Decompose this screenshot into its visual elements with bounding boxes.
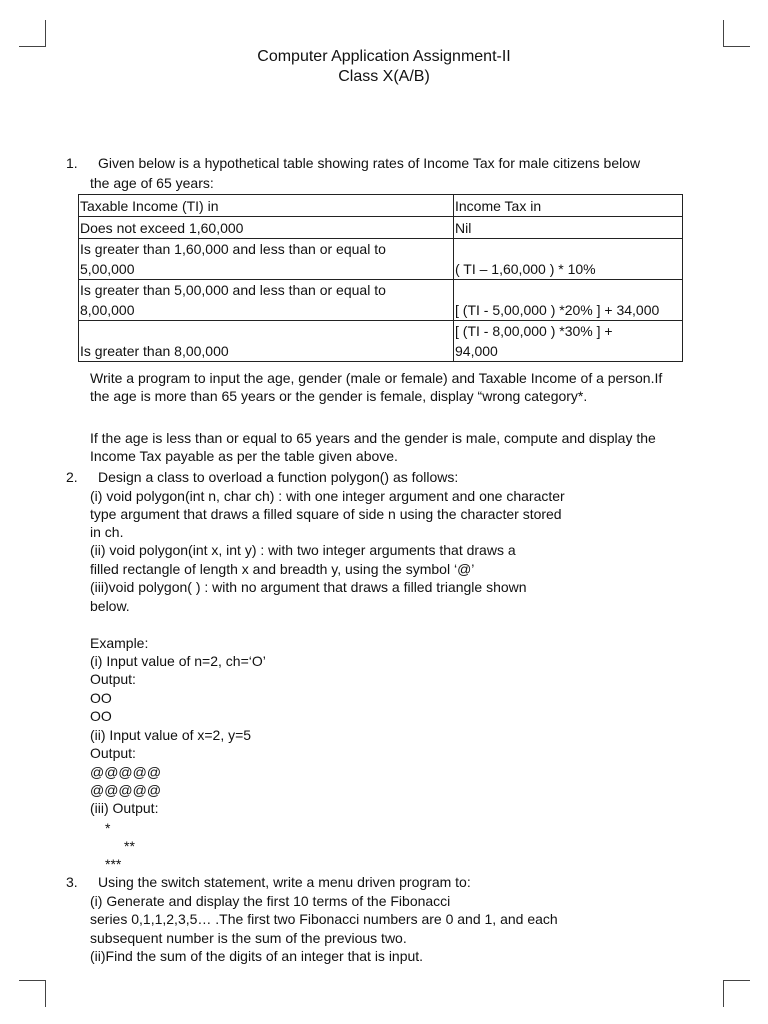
q2-triangle-line: *** [105, 856, 122, 872]
q2-line: (ii) void polygon(int x, int y) : with two integer arguments that draws a [90, 542, 516, 558]
table-cell-income: Is greater than 1,60,000 and less than or equal to 5,00,000 [79, 239, 454, 280]
table-row [79, 280, 683, 321]
q2-line: (i) void polygon(int n, char ch) : with one integer argument and one character [90, 488, 565, 504]
crop-mark-bottom-left [19, 980, 46, 1007]
q1-line-2: the age of 65 years: [90, 175, 214, 191]
q2-number: 2. [66, 469, 78, 485]
q2-line: (iii)void polygon( ) : with no argument that draws a filled triangle shown [90, 579, 527, 595]
document-title: Computer Application Assignment-II [257, 48, 511, 65]
q2-example-label: Example: [90, 635, 149, 651]
q2-triangle-line: * [105, 820, 111, 836]
table-cell-tax: [ (TI - 5,00,000 ) *20% ] + 34,000 [454, 280, 683, 321]
q2-line: Design a class to overload a function polygon() as follows: [98, 469, 459, 485]
crop-mark-bottom-right [723, 980, 750, 1007]
q1-after-line-3: If the age is less than or equal to 65 years and the gender is male, compute and display the [90, 430, 656, 446]
table-cell-income: Is greater than 5,00,000 and less than or equal to 8,00,000 [79, 280, 454, 321]
q3-line: series 0,1,1,2,3,5… .The first two Fibonacci numbers are 0 and 1, and each [90, 911, 558, 927]
q3-number: 3. [66, 874, 78, 890]
table-cell-tax: ( TI – 1,60,000 ) * 10% [454, 239, 683, 280]
q2-output-line: OO [90, 690, 112, 706]
q2-line: filled rectangle of length x and breadth y, using the symbol ‘@’ [90, 561, 475, 577]
q2-line: (i) Input value of n=2, ch=‘O’ [90, 653, 266, 669]
q3-line: (ii)Find the sum of the digits of an integer that is input. [90, 948, 424, 964]
q3-line: subsequent number is the sum of the previous two. [90, 930, 407, 946]
table-cell-income: Does not exceed 1,60,000 [79, 217, 454, 239]
q2-output-line: OO [90, 708, 112, 724]
q2-triangle-line: ** [124, 838, 135, 854]
table-row [79, 217, 683, 239]
table-cell-income: Is greater than 8,00,000 [79, 321, 454, 362]
q2-line: (ii) Input value of x=2, y=5 [90, 727, 252, 743]
q2-line: Output: [90, 671, 136, 687]
q2-output-line: @@@@@ [90, 782, 162, 798]
q2-line: type argument that draws a filled square of side n using the character stored [90, 506, 562, 522]
crop-mark-top-right [723, 20, 750, 47]
q2-line: (iii) Output: [90, 800, 159, 816]
table-cell-tax: Income Tax in [454, 195, 683, 217]
q1-number: 1. [66, 155, 78, 171]
q3-line: Using the switch statement, write a menu driven program to: [98, 874, 471, 890]
crop-mark-top-left [19, 20, 46, 47]
table-cell-tax: [ (TI - 8,00,000 ) *30% ] + 94,000 [454, 321, 683, 362]
table-cell-income: Taxable Income (TI) in [79, 195, 454, 217]
q1-after-line-4: Income Tax payable as per the table given above. [90, 448, 398, 464]
q2-line: Output: [90, 745, 136, 761]
q1-line-1: Given below is a hypothetical table showing rates of Income Tax for male citizens below [98, 155, 641, 171]
q2-line: below. [90, 598, 130, 614]
income-tax-table [78, 194, 683, 362]
document-subtitle: Class X(A/B) [338, 68, 430, 85]
table-row [79, 195, 683, 217]
table-row [79, 239, 683, 280]
q2-output-line: @@@@@ [90, 764, 162, 780]
q1-after-line-2: the age is more than 65 years or the gender is female, display “wrong category*. [90, 388, 588, 404]
q1-after-line-1: Write a program to input the age, gender (male or female) and Taxable Income of a person.If [90, 370, 663, 386]
q2-line: in ch. [90, 524, 124, 540]
q3-line: (i) Generate and display the first 10 terms of the Fibonacci [90, 893, 451, 909]
table-cell-tax: Nil [454, 217, 683, 239]
table-row [79, 321, 683, 362]
